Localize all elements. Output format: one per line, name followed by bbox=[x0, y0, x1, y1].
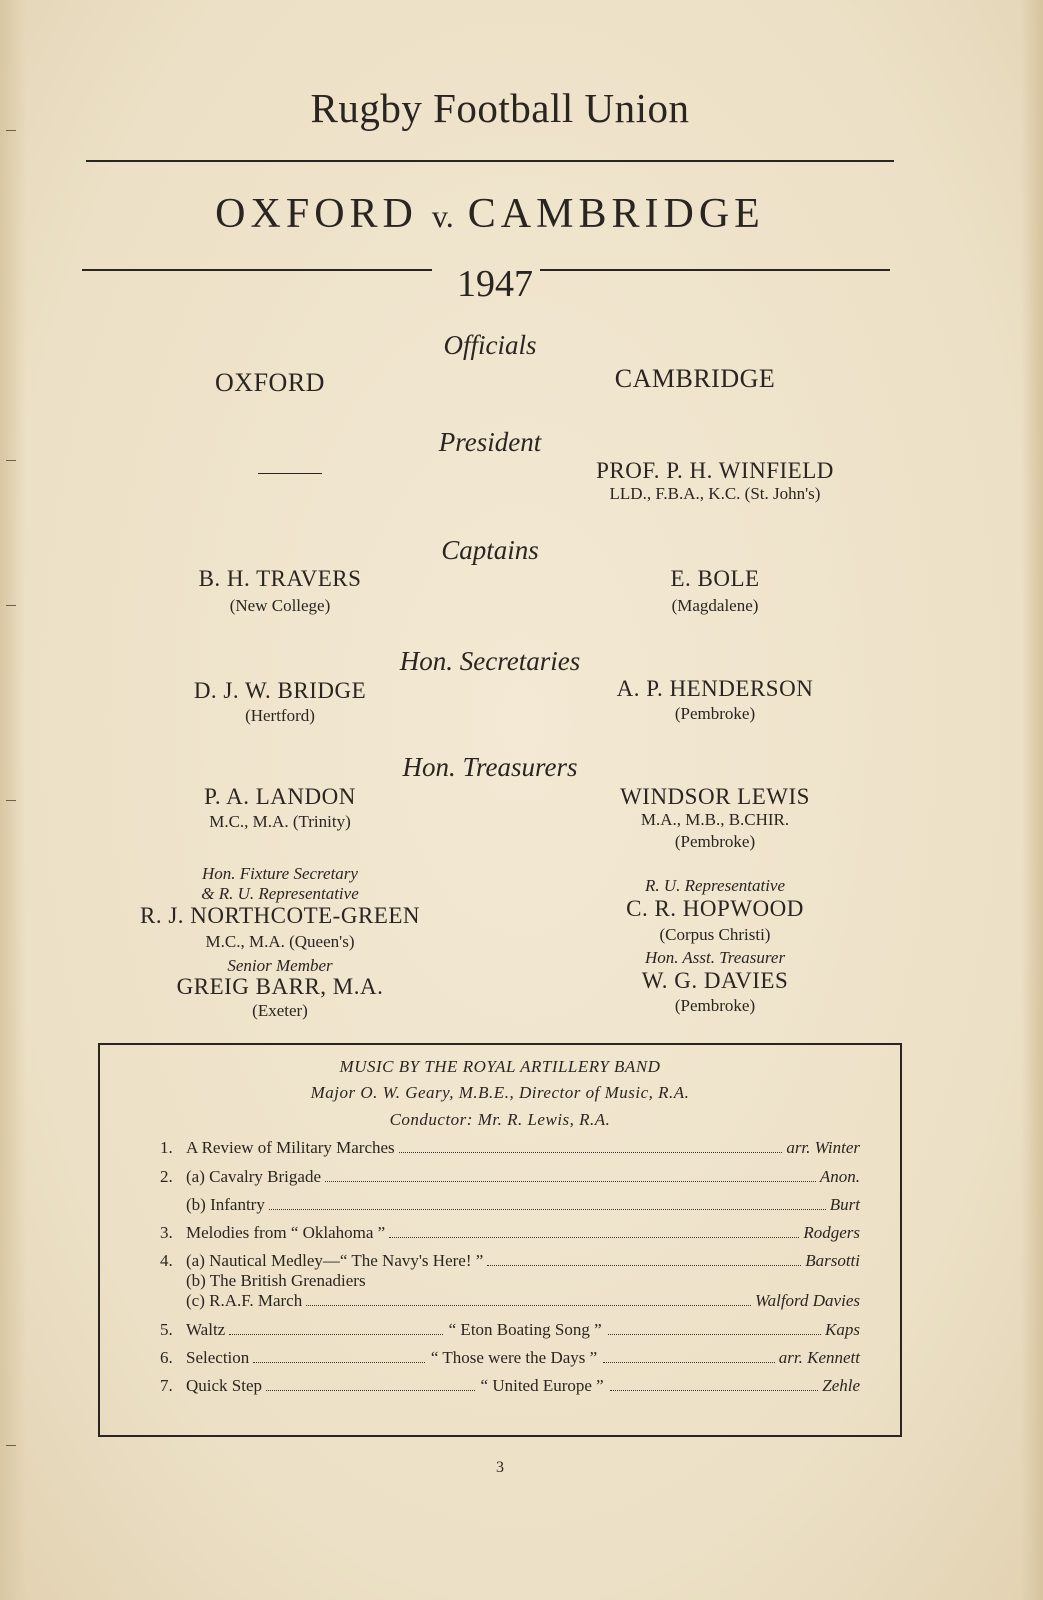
oxford-senior-role: Senior Member bbox=[227, 956, 333, 975]
leader-dots bbox=[229, 1334, 442, 1335]
programme-item-number: 1. bbox=[160, 1138, 173, 1157]
programme-item-composer: Zehle bbox=[822, 1376, 861, 1395]
programme-item-number: 2. bbox=[160, 1167, 173, 1186]
header-rule bbox=[86, 160, 894, 162]
cambridge-treasurer-detail: M.A., M.B., B.CHIR. bbox=[640, 810, 790, 829]
programme-item bbox=[160, 1271, 860, 1291]
cambridge-treasurer-college: (Pembroke) bbox=[674, 832, 756, 851]
year-rule-right bbox=[540, 269, 890, 271]
leader-dots bbox=[269, 1209, 826, 1210]
oxford-captain-college: (New College) bbox=[229, 596, 331, 615]
music-title: MUSIC BY THE ROYAL ARTILLERY BAND bbox=[339, 1057, 661, 1076]
organisation-title: Rugby Football Union bbox=[310, 85, 690, 131]
programme-item-title: Quick Step bbox=[186, 1376, 263, 1395]
leader-dots bbox=[325, 1181, 816, 1182]
cambridge-secretary-college: (Pembroke) bbox=[674, 704, 756, 723]
cambridge-ru-college: (Corpus Christi) bbox=[659, 925, 771, 944]
page-edge-right bbox=[1021, 0, 1043, 1600]
programme-item-composer: Burt bbox=[829, 1195, 860, 1214]
programme-item-title: (a) Nautical Medley—“ The Navy's Here! ” bbox=[186, 1251, 484, 1270]
programme-item-title: Melodies from “ Oklahoma ” bbox=[186, 1223, 386, 1242]
programme-item-title: Selection bbox=[186, 1348, 250, 1367]
programme-item-title: (a) Cavalry Brigade bbox=[186, 1167, 321, 1186]
programme-item bbox=[160, 1320, 860, 1340]
page-number: 3 bbox=[496, 1459, 504, 1476]
oxford-secretary-college: (Hertford) bbox=[245, 706, 315, 725]
leader-dots bbox=[603, 1362, 775, 1363]
programme-item-title: (b) The British Grenadiers bbox=[186, 1271, 366, 1290]
programme-item-composer: Rodgers bbox=[803, 1223, 860, 1242]
oxford-treasurer-detail: M.C., M.A. (Trinity) bbox=[209, 812, 351, 831]
treasurers-heading: Hon. Treasurers bbox=[402, 752, 578, 782]
programme-item-number: 7. bbox=[160, 1376, 173, 1395]
programme-item-composer: Anon. bbox=[819, 1167, 860, 1186]
leader-dots bbox=[266, 1390, 475, 1391]
programme-item-piece: “ Eton Boating Song ” bbox=[448, 1320, 602, 1339]
match-year: 1947 bbox=[457, 263, 533, 305]
oxford-secretary-name: D. J. W. BRIDGE bbox=[193, 678, 367, 703]
cambridge-ru-name: C. R. HOPWOOD bbox=[626, 896, 804, 921]
match-away: CAMBRIDGE bbox=[467, 191, 765, 237]
match-versus: v. bbox=[431, 198, 454, 234]
programme-item bbox=[160, 1167, 860, 1187]
programme-item-composer: arr. Kennett bbox=[778, 1348, 861, 1367]
oxford-fixture-detail: M.C., M.A. (Queen's) bbox=[205, 932, 355, 951]
margin-mark bbox=[6, 605, 16, 606]
programme-item bbox=[160, 1138, 860, 1158]
margin-mark bbox=[6, 460, 16, 461]
cambridge-asst-name: W. G. DAVIES bbox=[641, 968, 789, 993]
oxford-fixture-name: R. J. NORTHCOTE-GREEN bbox=[140, 903, 420, 928]
programme-item-title: (c) R.A.F. March bbox=[186, 1291, 303, 1310]
match-home: OXFORD bbox=[215, 191, 418, 237]
programme-item bbox=[160, 1251, 860, 1271]
programme-item-title: Waltz bbox=[186, 1320, 226, 1339]
cambridge-captain-name: E. BOLE bbox=[670, 566, 760, 591]
music-conductor: Conductor: Mr. R. Lewis, R.A. bbox=[389, 1110, 611, 1129]
leader-dots bbox=[608, 1334, 821, 1335]
oxford-fixture-role-line-2: & R. U. Representative bbox=[201, 884, 359, 903]
cambridge-president-name: PROF. P. H. WINFIELD bbox=[596, 458, 834, 483]
oxford-captain-name: B. H. TRAVERS bbox=[198, 566, 362, 591]
cambridge-asst-college: (Pembroke) bbox=[674, 996, 756, 1015]
music-director: Major O. W. Geary, M.B.E., Director of Music, R.A. bbox=[310, 1083, 690, 1102]
programme-item-number: 4. bbox=[160, 1251, 173, 1270]
programme-item-composer: Kaps bbox=[825, 1320, 860, 1339]
leader-dots bbox=[610, 1390, 819, 1391]
cambridge-captain-college: (Magdalene) bbox=[671, 596, 759, 615]
programme-item-piece: “ United Europe ” bbox=[480, 1376, 604, 1395]
cambridge-secretary-name: A. P. HENDERSON bbox=[616, 676, 814, 701]
cambridge-president-detail: LLD., F.B.A., K.C. (St. John's) bbox=[609, 484, 821, 503]
leader-dots bbox=[389, 1237, 799, 1238]
programme-item bbox=[160, 1223, 860, 1243]
programme-item-number: 6. bbox=[160, 1348, 173, 1367]
margin-mark bbox=[6, 800, 16, 801]
programme-item-number: 5. bbox=[160, 1320, 173, 1339]
leader-dots bbox=[487, 1265, 801, 1266]
programme-item-number: 3. bbox=[160, 1223, 173, 1242]
programme-item bbox=[160, 1376, 860, 1396]
president-heading: President bbox=[438, 427, 542, 457]
programme-item bbox=[160, 1348, 860, 1368]
officials-heading: Officials bbox=[443, 330, 537, 360]
oxford-column-heading: OXFORD bbox=[215, 368, 325, 397]
margin-mark bbox=[6, 1445, 16, 1446]
cambridge-ru-role: R. U. Representative bbox=[644, 876, 786, 895]
oxford-treasurer-name: P. A. LANDON bbox=[204, 784, 356, 809]
music-programme-box bbox=[98, 1043, 902, 1437]
secretaries-heading: Hon. Secretaries bbox=[399, 646, 581, 676]
oxford-president-vacant bbox=[258, 473, 322, 474]
oxford-senior-name: GREIG BARR, M.A. bbox=[176, 974, 384, 999]
programme-item bbox=[160, 1291, 860, 1311]
leader-dots bbox=[253, 1362, 425, 1363]
programme-item bbox=[160, 1195, 860, 1215]
captains-heading: Captains bbox=[441, 535, 539, 565]
programme-item-composer: Barsotti bbox=[805, 1251, 860, 1270]
match-title bbox=[0, 190, 980, 238]
leader-dots bbox=[399, 1152, 783, 1153]
oxford-senior-college: (Exeter) bbox=[252, 1001, 308, 1020]
programme-item-composer: Walford Davies bbox=[755, 1291, 860, 1310]
cambridge-treasurer-name: WINDSOR LEWIS bbox=[620, 784, 810, 809]
programme-item-title: (b) Infantry bbox=[186, 1195, 265, 1214]
programme-item-piece: “ Those were the Days ” bbox=[430, 1348, 598, 1367]
programme-item-title: A Review of Military Marches bbox=[186, 1138, 395, 1157]
leader-dots bbox=[306, 1305, 751, 1306]
cambridge-asst-role: Hon. Asst. Treasurer bbox=[644, 948, 786, 967]
programme-item-composer: arr. Winter bbox=[786, 1138, 860, 1157]
oxford-fixture-role-line-1: Hon. Fixture Secretary bbox=[202, 864, 358, 883]
cambridge-column-heading: CAMBRIDGE bbox=[614, 364, 776, 393]
